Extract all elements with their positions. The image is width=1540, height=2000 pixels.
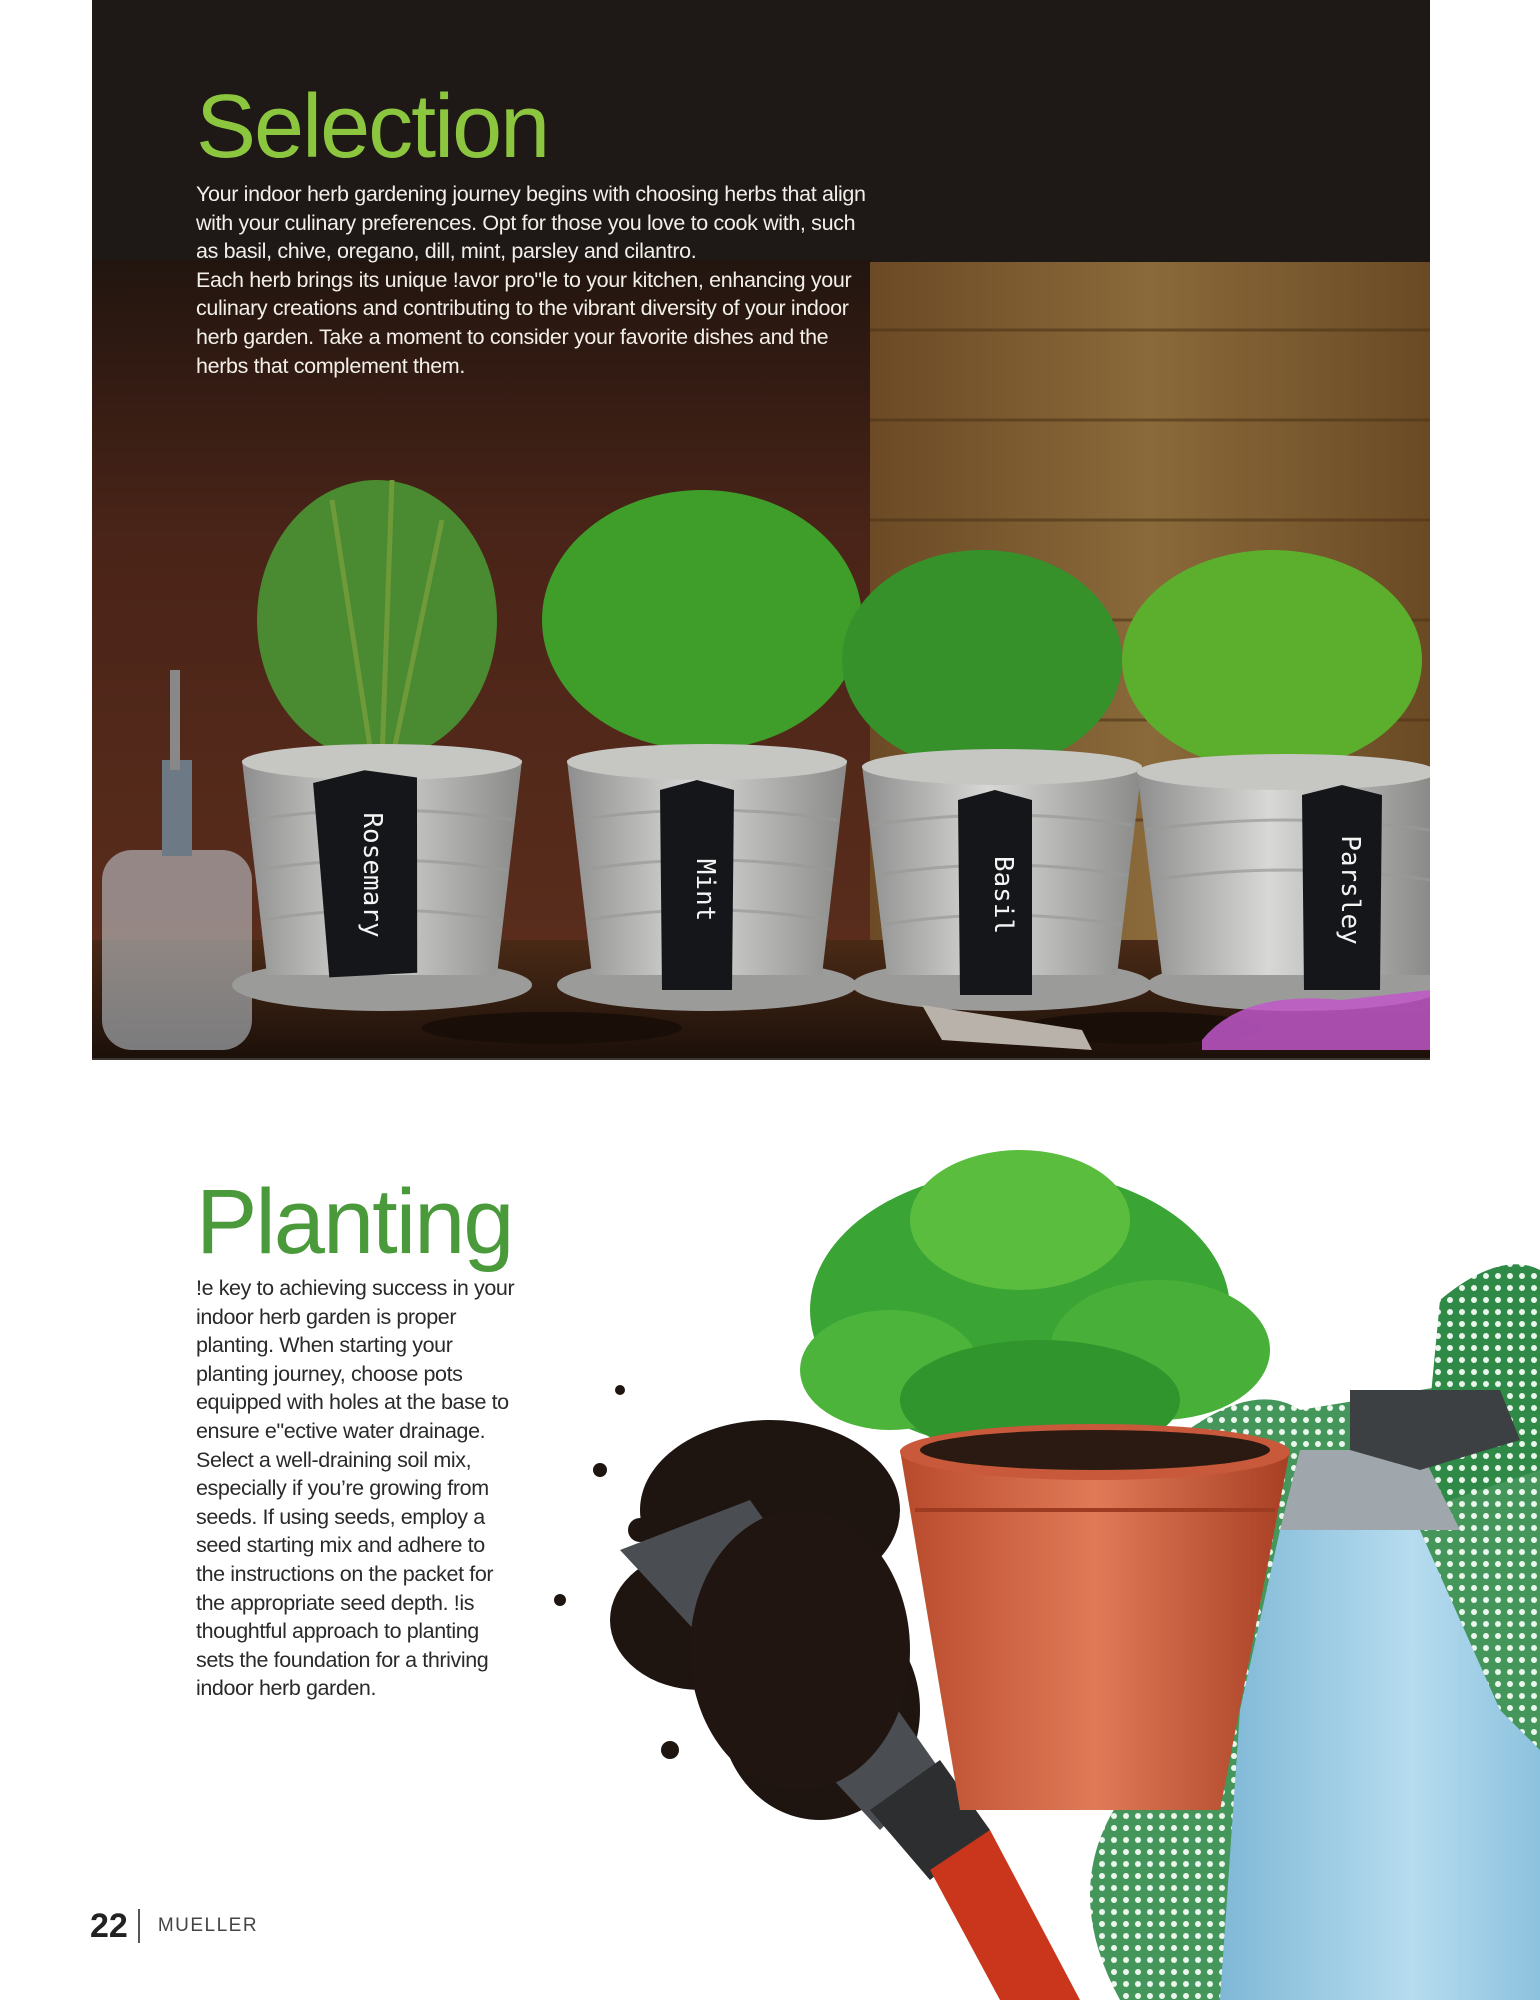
selection-section (92, 0, 1430, 1060)
planting-paragraph: Select a well-draining soil mix, especially if you’re growing from seeds. If using seeds, employ a seed starting mix and adhere to the instructions on the packet for the appropriate seed depth. !is thoughtful approach to planting sets the foundation for a thriving indoor herb garden. (196, 1447, 494, 1701)
footer-divider (138, 1909, 140, 1943)
selection-paragraph: Your indoor herb gardening journey begins with choosing herbs that align with your culinary preferences. Opt for those you love to cook with, such as basil, chive, oregano, dill, mint, parsley and cilantro. (196, 182, 866, 264)
planting-photo (520, 1150, 1540, 2000)
herb-tag-basil (958, 790, 1032, 995)
page-number: 22 (90, 1906, 128, 1945)
herb-tag-mint (660, 780, 734, 990)
herb-tag-rosemary (313, 768, 428, 978)
selection-body (196, 180, 876, 380)
planting-body (196, 1274, 516, 1703)
selection-title: Selection (196, 77, 549, 177)
magazine-name: MUELLER (157, 1915, 259, 1936)
tag-label-parsley: Parsley (1335, 835, 1365, 945)
tag-label-mint: Mint (690, 858, 720, 922)
tag-label-basil: Basil (988, 855, 1018, 935)
selection-paragraph: Each herb brings its unique !avor pro"le to your kitchen, enhancing your culinary creations and contributing to the vibrant diversity of your indoor herb garden. Take a moment to consider your favorite dishes and the herbs that complement them. (196, 267, 852, 378)
herb-tag-parsley (1302, 785, 1382, 990)
page-footer (90, 1906, 258, 1946)
tag-label-rosemary: Rosemary (357, 812, 387, 938)
planting-paragraph: !e key to achieving success in your indoor herb garden is proper planting. When starting your planting journey, choose pots equipped with holes at the base to ensure e"ective water drainage. (196, 1276, 515, 1443)
planting-title: Planting (196, 1171, 513, 1273)
